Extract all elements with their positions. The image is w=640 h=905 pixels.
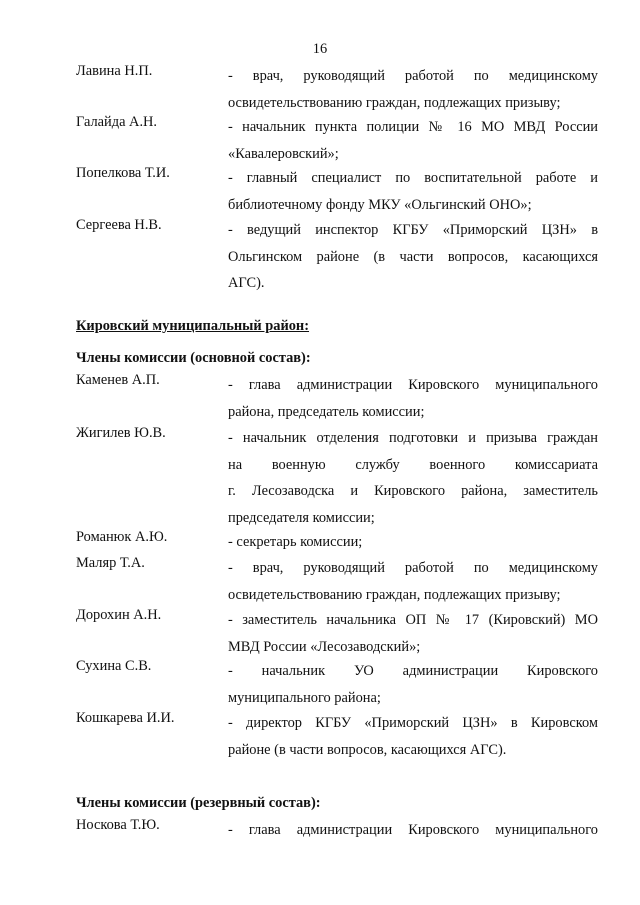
member-role xyxy=(228,165,598,218)
role-line: - глава администрации Кировского муниципального xyxy=(228,822,598,838)
section-heading-reserve: Члены комиссии (резервный состав): xyxy=(76,795,321,811)
member-role xyxy=(228,114,598,167)
role-line: - секретарь комиссии; xyxy=(228,534,363,550)
role-line: «Кавалеровский»; xyxy=(228,145,339,162)
member-role xyxy=(228,710,598,763)
member-name: Носкова Т.Ю. xyxy=(76,817,160,833)
role-line: МВД России «Лесозаводский»; xyxy=(228,638,421,655)
role-line: библиотечному фонду МКУ «Ольгинский ОНО»; xyxy=(228,196,532,213)
member-name: Лавина Н.П. xyxy=(76,63,153,79)
member-name: Сергеева Н.В. xyxy=(76,217,162,233)
member-role xyxy=(228,425,598,531)
member-role xyxy=(228,607,598,660)
role-line: - заместитель начальника ОП № 17 (Кировский) МО xyxy=(228,612,598,628)
member-role xyxy=(228,63,598,116)
member-name: Галайда А.Н. xyxy=(76,114,158,130)
member-name: Маляр Т.А. xyxy=(76,555,145,571)
role-line: председателя комиссии; xyxy=(228,509,375,526)
member-role xyxy=(228,217,598,297)
role-line: - директор КГБУ «Приморский ЦЗН» в Кировском xyxy=(228,715,598,731)
role-line: на военную службу военного комиссариата xyxy=(228,456,598,473)
member-name: Сухина С.В. xyxy=(76,658,152,674)
page-number: 16 xyxy=(312,41,328,57)
role-line: муниципального района; xyxy=(228,689,381,706)
role-line: - начальник пункта полиции № 16 МО МВД России xyxy=(228,119,598,135)
role-line: - главный специалист по воспитательной работе и xyxy=(228,170,598,186)
member-name: Романюк А.Ю. xyxy=(76,529,168,545)
role-line: - врач, руководящий работой по медицинскому xyxy=(228,68,598,84)
member-role xyxy=(228,658,598,711)
role-line: - начальник УО администрации Кировского xyxy=(228,663,598,679)
member-name: Каменев А.П. xyxy=(76,372,160,388)
role-line: освидетельствованию граждан, подлежащих призыву; xyxy=(228,94,561,111)
role-line: районе (в части вопросов, касающихся АГС). xyxy=(228,741,507,758)
role-line: Ольгинском районе (в части вопросов, касающихся xyxy=(228,248,598,265)
member-role xyxy=(228,372,598,425)
role-line: АГС). xyxy=(228,275,265,291)
role-line: района, председатель комиссии; xyxy=(228,403,425,420)
role-line: - ведущий инспектор КГБУ «Приморский ЦЗН» в xyxy=(228,222,598,238)
role-line: - начальник отделения подготовки и призыва граждан xyxy=(228,430,598,446)
role-line: г. Лесозаводска и Кировского района, заместитель xyxy=(228,483,598,499)
district-heading: Кировский муниципальный район: xyxy=(76,318,310,334)
role-line: - врач, руководящий работой по медицинскому xyxy=(228,560,598,576)
member-role xyxy=(228,817,598,844)
section-heading-main: Члены комиссии (основной состав): xyxy=(76,350,311,366)
role-line: освидетельствованию граждан, подлежащих призыву; xyxy=(228,586,561,603)
member-name: Попелкова Т.И. xyxy=(76,165,170,181)
member-name: Дорохин А.Н. xyxy=(76,607,162,623)
member-role xyxy=(228,555,598,608)
member-name: Кошкарева И.И. xyxy=(76,710,175,726)
member-name: Жигилев Ю.В. xyxy=(76,425,166,441)
role-line: - глава администрации Кировского муниципального xyxy=(228,377,598,393)
member-role xyxy=(228,529,598,556)
